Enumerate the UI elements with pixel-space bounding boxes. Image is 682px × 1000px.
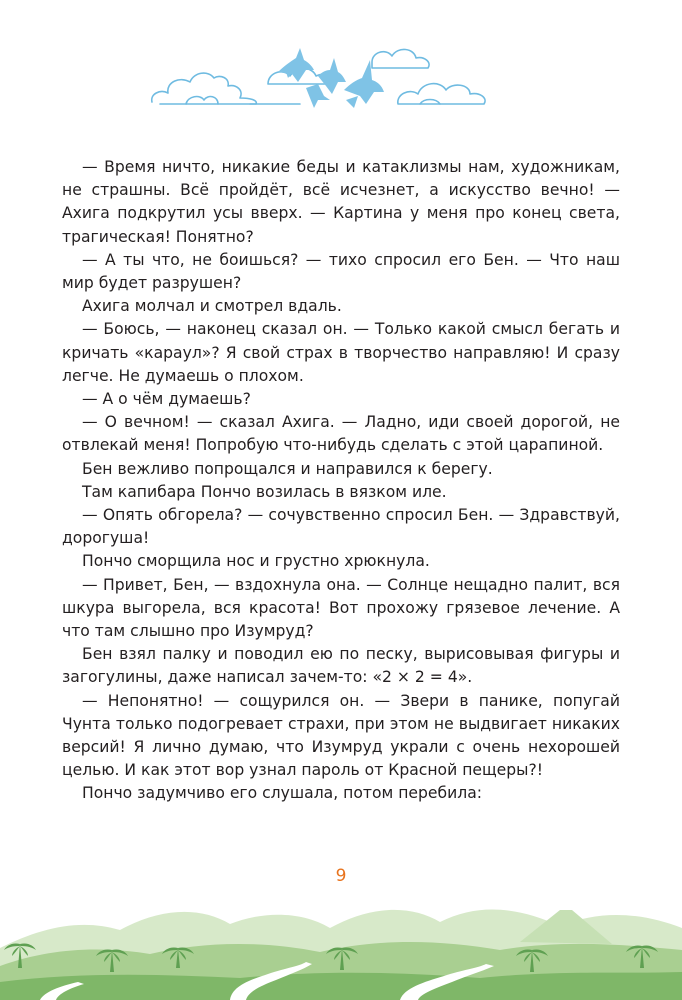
story-text (62, 156, 620, 806)
paragraph: — А о чём думаешь? (82, 390, 251, 409)
paragraph: — Время ничто, никакие беды и катаклизмы нам, художникам, не страшны. Всё пройдёт, всё исчезнет, а искусство вечно! — Ахига подкрутил усы вверх. — Картина у меня про конец света, трагическая! Понятно? (62, 158, 620, 246)
paragraph: — Боюсь, — наконец сказал он. — Только какой смысл бегать и кричать «караул»? Я свой страх в творчество направляю! И сразу легче. Не думаешь о плохом. (62, 320, 620, 385)
page-number: 9 (335, 866, 347, 886)
front-land (0, 972, 682, 1000)
paragraph: Ахига молчал и смотрел вдаль. (82, 297, 342, 316)
paragraph: Там капибара Пончо возилась в вязком иле. (82, 482, 447, 501)
cloud-right-outline (398, 84, 485, 104)
bird-left-icon (278, 48, 314, 82)
paragraph: — Опять обгорела? — сочувственно спросил Бен. — Здравствуй, дорогуша! (62, 506, 620, 548)
paragraph: Бен взял палку и поводил ею по песку, вырисовывая фигуры и загогулины, даже написал зачем-то: «2 × 2 = 4». (62, 645, 620, 687)
paragraph: — О вечном! — сказал Ахига. — Ладно, иди своей дорогой, не отвлекай меня! Попробую что-нибудь сделать с этой царапиной. (62, 413, 620, 455)
paragraph: Пончо задумчиво его слушала, потом перебила: (82, 784, 483, 803)
paragraph: Бен вежливо попрощался и направился к берегу. (82, 459, 493, 478)
cloud-upper-right-outline (372, 49, 429, 68)
bird-upper-icon (318, 58, 346, 94)
paragraph: — Непонятно! — сощурился он. — Звери в панике, попугай Чунта только подогревает страхи, при этом не выдвигает никаких версий! Я лично думаю, что Изумруд украли с очень нехорошей целью. И как этот вор узнал пароль от Красной пещеры?! (62, 691, 620, 780)
paragraph: — Привет, Бен, — вздохнула она. — Солнце нещадно палит, вся шкура выгорела, вся красота! Вот прохожу грязевое лечение. А что там слышно про Изумруд? (62, 575, 620, 641)
cloud-left-small-outline (186, 97, 218, 104)
paragraph: Пончо сморщила нос и грустно хрюкнула. (82, 552, 430, 571)
bird-center-icon (306, 84, 330, 108)
header-clouds-birds-illustration (0, 0, 682, 130)
paragraph: — А ты что, не боишься? — тихо спросил его Бен. — Что наш мир будет разрушен? (62, 250, 620, 293)
footer-landscape-illustration (0, 888, 682, 1000)
